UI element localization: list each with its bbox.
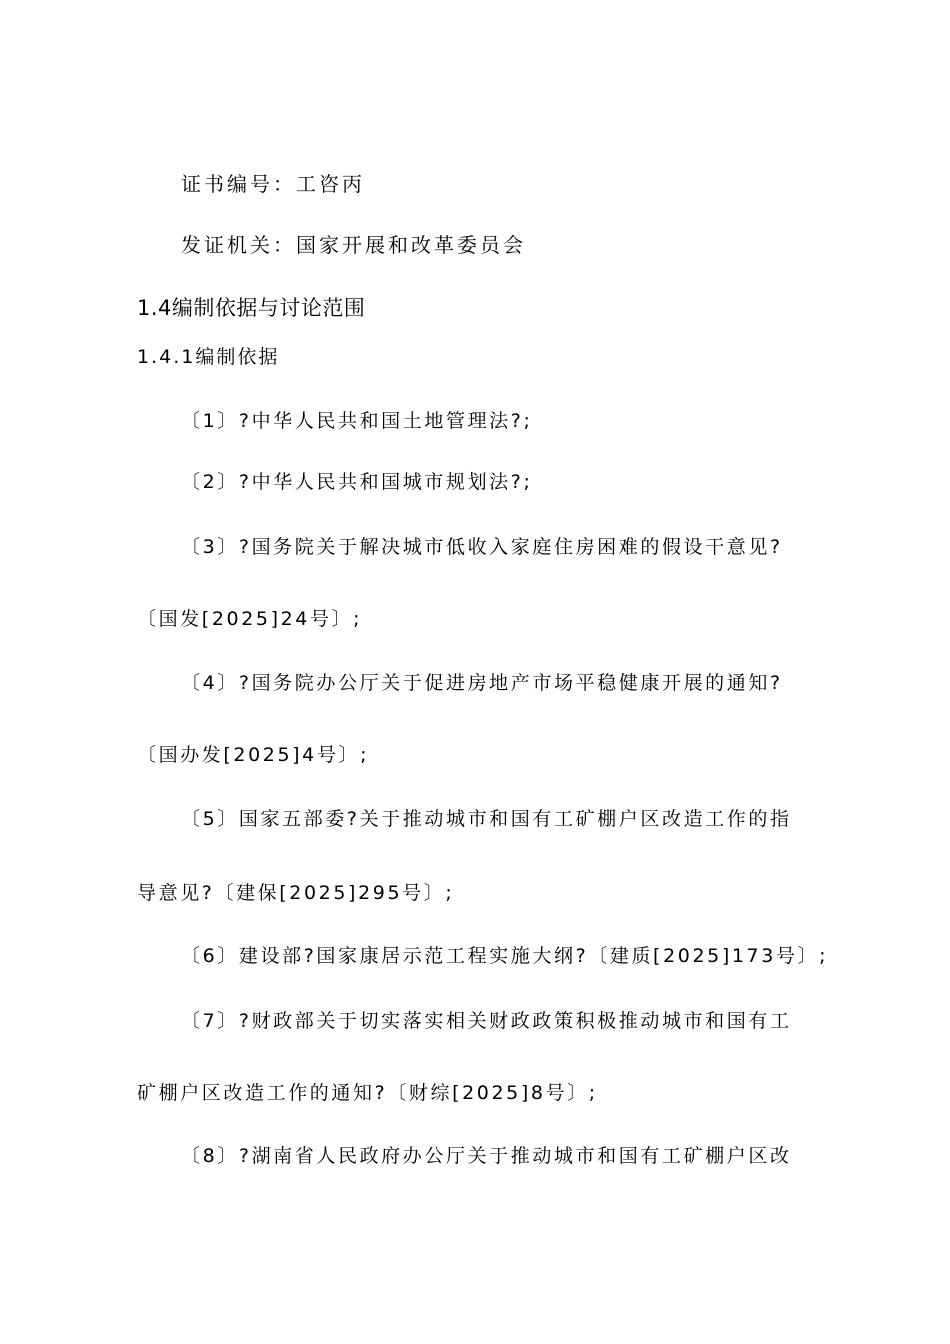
basis-item-7-continued: 矿棚户区改造工作的通知?〔财综[2025]8号〕; xyxy=(137,1082,598,1104)
basis-item-8: 〔8〕?湖南省人民政府办公厅关于推动城市和国有工矿棚户区改 xyxy=(181,1145,792,1167)
certificate-issuer: 发证机关：国家开展和改革委员会 xyxy=(181,233,526,257)
basis-item-3: 〔3〕?国务院关于解决城市低收入家庭住房困难的假设干意见? xyxy=(181,536,783,558)
subsection-heading: 1.4.1编制依据 xyxy=(137,346,280,368)
basis-item-4-continued: 〔国办发[2025]4号〕; xyxy=(137,744,370,766)
basis-item-5: 〔5〕国家五部委?关于推动城市和国有工矿棚户区改造工作的指 xyxy=(181,808,792,830)
basis-item-6: 〔6〕建设部?国家康居示范工程实施大纲?〔建质[2025]173号〕; xyxy=(181,945,829,967)
basis-item-7: 〔7〕?财政部关于切实落实相关财政政策积极推动城市和国有工 xyxy=(181,1010,792,1032)
basis-item-2: 〔2〕?中华人民共和国城市规划法?; xyxy=(181,471,533,493)
basis-item-4: 〔4〕?国务院办公厅关于促进房地产市场平稳健康开展的通知? xyxy=(181,672,783,694)
basis-item-5-continued: 导意见?〔建保[2025]295号〕; xyxy=(137,882,455,904)
certificate-number: 证书编号：工咨丙 xyxy=(181,172,365,196)
section-heading: 1.4编制依据与讨论范围 xyxy=(137,296,366,320)
basis-item-1: 〔1〕?中华人民共和国土地管理法?; xyxy=(181,410,533,432)
basis-item-3-continued: 〔国发[2025]24号〕; xyxy=(137,608,363,630)
